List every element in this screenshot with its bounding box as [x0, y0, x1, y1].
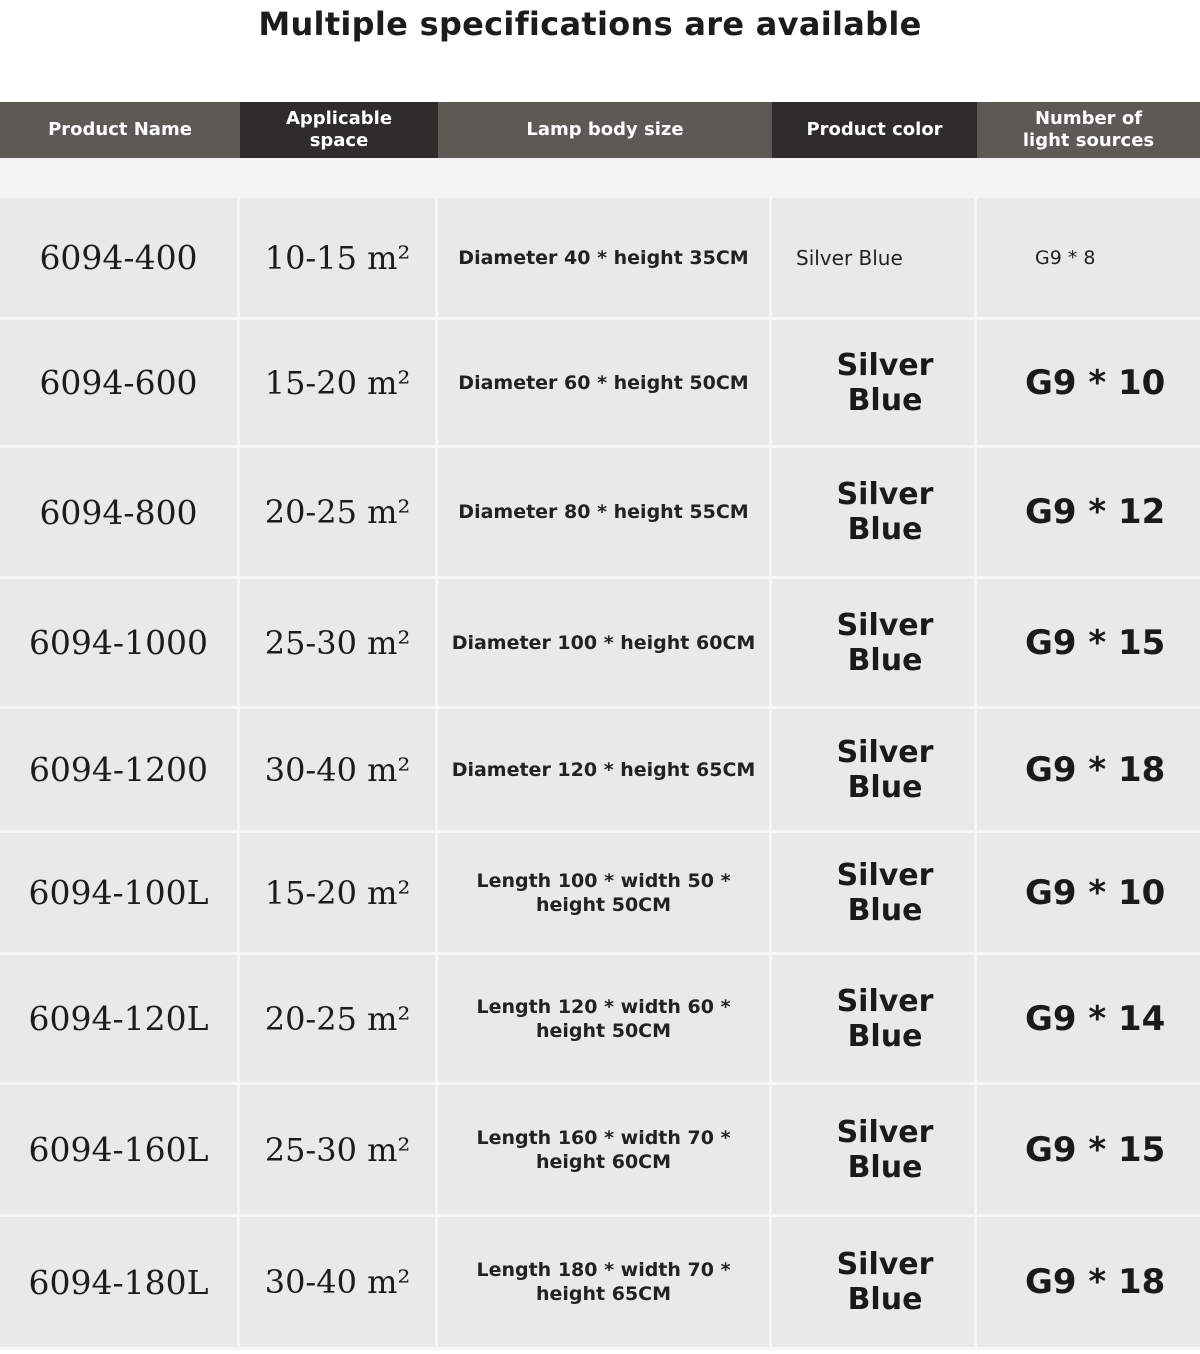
- table-row: [0, 1217, 1200, 1350]
- product-name-cell-text: 6094-160L: [28, 1130, 209, 1169]
- lamp-body-size-cell-text: Length 180 * width 70 * height 65CM: [476, 1259, 731, 1305]
- table-row: [0, 955, 1200, 1085]
- light-sources-cell-text: G9 * 15: [1025, 1129, 1166, 1170]
- lamp-body-size-cell: [438, 709, 772, 830]
- product-name-cell: [0, 955, 240, 1082]
- light-sources-cell-text: G9 * 14: [1025, 998, 1166, 1039]
- product-color-cell: [772, 579, 977, 706]
- lamp-body-size-cell: [438, 198, 772, 317]
- product-name-cell-text: 6094-800: [39, 492, 198, 532]
- light-sources-cell: [977, 579, 1200, 706]
- applicable-space-cell: [240, 709, 438, 830]
- product-color-cell-text: Silver Blue: [836, 477, 934, 547]
- lamp-body-size-cell-text: Diameter 40 * height 35CM: [458, 246, 749, 269]
- light-sources-cell: [977, 198, 1200, 317]
- product-name-cell-text: 6094-100L: [28, 873, 209, 912]
- product-name-cell: [0, 448, 240, 576]
- product-name-cell-text: 6094-180L: [28, 1262, 209, 1302]
- applicable-space-cell-text: 15-20 m²: [264, 363, 411, 402]
- lamp-body-size-cell-text: Diameter 80 * height 55CM: [458, 501, 749, 523]
- product-color-cell-text: Silver Blue: [796, 245, 903, 270]
- header-product-name-label: Product Name: [48, 119, 192, 140]
- table-row: [0, 320, 1200, 448]
- header-applicable-space: [240, 102, 438, 158]
- header-light-sources-label: Number of light sources: [1022, 108, 1155, 151]
- product-name-cell: [0, 579, 240, 706]
- applicable-space-cell: [240, 579, 438, 706]
- header-light-sources: [977, 102, 1200, 158]
- product-color-cell-text: Silver Blue: [836, 347, 934, 418]
- product-name-cell: [0, 1217, 240, 1347]
- light-sources-cell: [977, 448, 1200, 576]
- product-color-cell: [772, 198, 977, 317]
- applicable-space-cell-text: 30-40 m²: [264, 1263, 411, 1301]
- product-name-cell-text: 6094-400: [39, 238, 198, 277]
- product-color-cell-text: Silver Blue: [836, 607, 934, 678]
- product-name-cell: [0, 1085, 240, 1214]
- lamp-body-size-cell: [438, 320, 772, 445]
- light-sources-cell: [977, 1217, 1200, 1347]
- product-name-cell: [0, 709, 240, 830]
- product-color-cell-text: Silver Blue: [836, 857, 934, 928]
- lamp-body-size-cell-text: Diameter 60 * height 50CM: [458, 371, 749, 394]
- product-name-cell-text: 6094-600: [39, 363, 198, 402]
- product-color-cell: [772, 1217, 977, 1347]
- page-title: Multiple specifications are available: [258, 5, 922, 43]
- lamp-body-size-cell-text: Diameter 100 * height 60CM: [451, 631, 756, 654]
- light-sources-cell-text: G9 * 18: [1025, 1262, 1166, 1302]
- lamp-body-size-cell: [438, 955, 772, 1082]
- product-color-cell: [772, 955, 977, 1082]
- lamp-body-size-cell-text: Length 120 * width 60 * height 50CM: [476, 995, 731, 1042]
- applicable-space-cell-text: 15-20 m²: [264, 873, 411, 912]
- light-sources-cell-text: G9 * 12: [1025, 492, 1166, 532]
- table-header: [0, 102, 1200, 158]
- product-color-cell-text: Silver Blue: [836, 1114, 934, 1185]
- applicable-space-cell-text: 25-30 m²: [264, 1130, 411, 1169]
- product-color-cell: [772, 448, 977, 576]
- product-name-cell: [0, 833, 240, 952]
- table-row: [0, 709, 1200, 833]
- light-sources-cell: [977, 709, 1200, 830]
- header-lamp-body-size-label: Lamp body size: [526, 119, 684, 140]
- header-spacer: [0, 158, 1200, 198]
- table-row: [0, 833, 1200, 955]
- applicable-space-cell: [240, 198, 438, 317]
- applicable-space-cell-text: 30-40 m²: [264, 750, 411, 789]
- table-row: [0, 1085, 1200, 1217]
- spec-table-body: [0, 198, 1200, 1350]
- product-color-cell: [772, 320, 977, 445]
- light-sources-cell: [977, 833, 1200, 952]
- header-applicable-space-label: Applicable space: [285, 108, 393, 151]
- lamp-body-size-cell: [438, 448, 772, 576]
- product-name-cell-text: 6094-1000: [28, 623, 209, 662]
- applicable-space-cell: [240, 833, 438, 952]
- product-color-cell: [772, 833, 977, 952]
- table-row: [0, 579, 1200, 709]
- table-row: [0, 448, 1200, 579]
- applicable-space-cell-text: 10-15 m²: [264, 238, 411, 277]
- lamp-body-size-cell: [438, 1217, 772, 1347]
- applicable-space-cell: [240, 448, 438, 576]
- applicable-space-cell: [240, 955, 438, 1082]
- light-sources-cell-text: G9 * 10: [1025, 872, 1166, 913]
- light-sources-cell-text: G9 * 18: [1025, 749, 1166, 790]
- lamp-body-size-cell: [438, 1085, 772, 1214]
- product-color-cell: [772, 1085, 977, 1214]
- product-color-cell-text: Silver Blue: [836, 1247, 934, 1317]
- product-color-cell: [772, 709, 977, 830]
- header-lamp-body-size: [438, 102, 772, 158]
- applicable-space-cell-text: 25-30 m²: [264, 623, 411, 662]
- product-name-cell-text: 6094-120L: [28, 999, 209, 1038]
- product-name-cell: [0, 198, 240, 317]
- light-sources-cell: [977, 1085, 1200, 1214]
- light-sources-cell-text: G9 * 10: [1025, 362, 1166, 403]
- table-row: [0, 198, 1200, 320]
- header-product-color: [772, 102, 977, 158]
- applicable-space-cell-text: 20-25 m²: [264, 493, 411, 531]
- product-color-cell-text: Silver Blue: [836, 734, 934, 805]
- header-product-name: [0, 102, 240, 158]
- lamp-body-size-cell-text: Length 100 * width 50 * height 50CM: [476, 869, 731, 916]
- light-sources-cell: [977, 320, 1200, 445]
- product-color-cell-text: Silver Blue: [836, 983, 934, 1054]
- header-product-color-label: Product color: [806, 119, 943, 140]
- light-sources-cell-text: G9 * 8: [1035, 246, 1096, 269]
- light-sources-cell: [977, 955, 1200, 1082]
- product-name-cell: [0, 320, 240, 445]
- lamp-body-size-cell-text: Diameter 120 * height 65CM: [451, 758, 756, 781]
- lamp-body-size-cell-text: Length 160 * width 70 * height 60CM: [476, 1126, 731, 1173]
- lamp-body-size-cell: [438, 579, 772, 706]
- applicable-space-cell-text: 20-25 m²: [264, 999, 411, 1038]
- light-sources-cell-text: G9 * 15: [1025, 622, 1166, 663]
- applicable-space-cell: [240, 320, 438, 445]
- applicable-space-cell: [240, 1085, 438, 1214]
- applicable-space-cell: [240, 1217, 438, 1347]
- product-name-cell-text: 6094-1200: [28, 750, 209, 789]
- lamp-body-size-cell: [438, 833, 772, 952]
